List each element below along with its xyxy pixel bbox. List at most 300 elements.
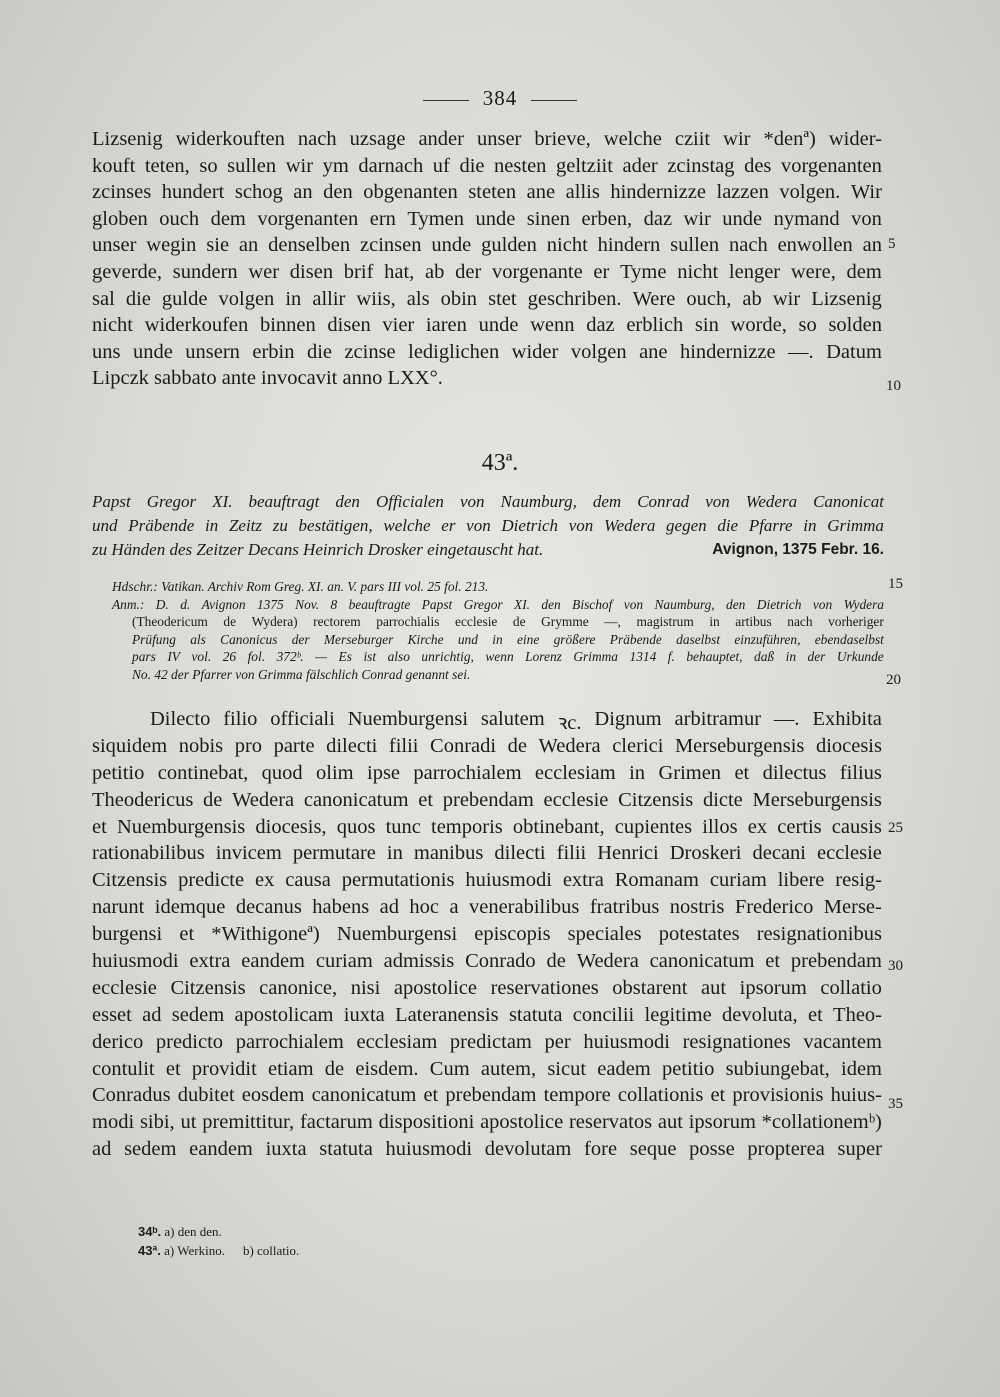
word: ane	[639, 340, 668, 363]
word: canonicatum	[303, 788, 409, 811]
word: tunc	[385, 815, 421, 838]
word: huiusmodi	[583, 1030, 670, 1053]
word: unde	[475, 207, 516, 230]
word: dubitet	[177, 1084, 235, 1107]
word: allir	[312, 287, 346, 310]
word: ane	[526, 181, 556, 204]
word: schog	[234, 181, 283, 204]
word: und	[457, 631, 478, 647]
word: speciales	[567, 923, 642, 946]
word: Datum	[826, 340, 882, 363]
word: Dilecto	[150, 708, 211, 730]
word: wer	[248, 260, 280, 283]
word: Anm.:	[112, 596, 145, 612]
text-line	[92, 314, 882, 341]
word: devolutam	[484, 1138, 572, 1161]
word: zcinstag	[667, 154, 735, 177]
word: siquidem	[92, 734, 168, 757]
line-number: 20	[886, 672, 901, 688]
word: ex	[747, 815, 768, 838]
word: ab	[425, 260, 445, 283]
line-number: 35	[888, 1096, 903, 1112]
word: ex	[255, 869, 275, 892]
line-number: 30	[888, 958, 903, 974]
word: vacantem	[803, 1030, 882, 1053]
word: et	[165, 1057, 181, 1080]
word: habens	[312, 896, 370, 919]
word: aut	[657, 1111, 683, 1134]
word: Dietrich	[756, 596, 802, 612]
word: derico	[92, 1030, 144, 1053]
word: de	[324, 1057, 345, 1080]
word: Exhibita	[812, 708, 882, 730]
word: d.	[180, 596, 191, 612]
word: eadem	[597, 1057, 651, 1080]
page-number: 384	[482, 86, 518, 110]
word: sedem	[124, 1138, 177, 1161]
word: an	[238, 234, 259, 257]
word: rationabilibus	[92, 842, 205, 865]
word: ym	[322, 154, 349, 177]
word: ecclesie	[817, 842, 882, 865]
word: größere	[553, 631, 596, 647]
word: prebendam	[790, 950, 882, 973]
word: nymand	[773, 207, 840, 230]
word: in	[492, 631, 503, 647]
word: nicht	[92, 314, 133, 337]
word: Lizsenig	[811, 287, 882, 310]
word: diocesis	[815, 734, 882, 757]
word: ader	[622, 154, 658, 177]
word: obin	[440, 287, 478, 310]
header-rule-left	[423, 100, 469, 101]
word: olim	[316, 761, 354, 784]
word: Naumburg,	[654, 596, 715, 612]
word: Cum	[429, 1057, 470, 1080]
word: Urkunde	[836, 649, 884, 665]
word: Wedera	[538, 734, 601, 757]
word: Pfarre	[748, 516, 793, 535]
word: parrochialem	[413, 761, 522, 784]
word: obstarent	[612, 976, 688, 999]
word: Wedera	[232, 788, 295, 811]
annotation-line	[92, 648, 884, 666]
word: ꝛc.	[557, 712, 582, 734]
word: brif	[343, 260, 374, 283]
word: illos	[702, 815, 738, 838]
word: dem	[592, 492, 622, 511]
word: wiis,	[356, 287, 396, 310]
word: predicto	[155, 1030, 224, 1053]
word: ouch,	[686, 287, 732, 310]
word: Grymme	[541, 614, 589, 630]
word: iuxta	[343, 1003, 385, 1026]
word: der	[455, 260, 482, 283]
word: obgenanten	[363, 181, 458, 204]
word: von	[812, 596, 833, 612]
word: Es	[338, 649, 352, 665]
word: Canonicus	[220, 631, 278, 647]
word: nach	[787, 614, 813, 630]
text-line	[92, 1004, 882, 1031]
word: quod	[261, 761, 303, 784]
word: ut	[180, 1111, 197, 1134]
word: rectorem	[313, 614, 361, 630]
word: nicht	[677, 260, 719, 283]
word: a	[449, 896, 459, 919]
word: eandem	[241, 950, 305, 973]
word: Conrad	[637, 492, 690, 511]
source-notes	[92, 578, 884, 684]
word: Wir	[850, 181, 882, 204]
word: wir	[683, 207, 711, 230]
word: were,	[790, 260, 836, 283]
text-line	[92, 208, 882, 235]
text-line	[92, 155, 882, 182]
charter-text	[92, 708, 882, 1165]
word: an	[293, 181, 313, 204]
word: also	[387, 649, 410, 665]
text-line	[92, 708, 882, 735]
word: Papst	[92, 492, 131, 511]
word: uf	[432, 154, 450, 177]
text-line	[92, 1058, 882, 1085]
word: eosdem	[241, 1084, 305, 1107]
word: unsern	[185, 340, 240, 363]
word: temporis	[431, 815, 503, 838]
word: gegen	[666, 516, 707, 535]
word: eisdem.	[355, 1057, 419, 1080]
word: nisi	[350, 976, 381, 999]
word: contulit	[92, 1057, 155, 1080]
word: ecclesie	[455, 614, 498, 630]
word: statuta	[319, 1138, 373, 1161]
word: des	[744, 154, 772, 177]
word: resig-	[835, 869, 882, 892]
word: Conradi	[430, 734, 497, 757]
word: als	[406, 287, 430, 310]
word: Nuemburgensi	[336, 923, 458, 946]
word: predicte	[178, 869, 245, 892]
word: Frederico	[734, 896, 814, 919]
word: Citzensis	[92, 869, 168, 892]
text-line	[92, 181, 882, 208]
word: cupientes	[614, 815, 693, 838]
footnotes	[138, 1222, 299, 1260]
word: providit	[191, 1057, 257, 1080]
word: vorgenanten	[257, 207, 359, 230]
word: wider	[511, 340, 559, 363]
word: 8	[330, 596, 338, 612]
word: nesten	[494, 154, 547, 177]
word: enwollen	[777, 234, 853, 257]
word: parrochialem	[235, 1030, 344, 1053]
word: Lateranensis	[395, 1003, 499, 1026]
word: volgen.	[779, 181, 841, 204]
word: beauftragte	[348, 596, 411, 612]
word: etiam	[268, 1057, 314, 1080]
regest-date: Avignon, 1375 Febr. 16.	[712, 541, 884, 558]
word: huiusmodi	[385, 1138, 473, 1161]
footnote-number: 34ᵇ.	[138, 1224, 162, 1239]
word: sundern	[172, 260, 238, 283]
word: *Withigoneª)	[211, 923, 320, 946]
word: certis	[777, 815, 822, 838]
word: teten,	[144, 154, 190, 177]
regest-line: zu Händen des Zeitzer Decans Heinrich Drosker eingetauscht hat.	[92, 540, 544, 559]
word: Merseburgensis	[674, 734, 805, 757]
word: den	[323, 181, 353, 204]
word: filii	[556, 842, 587, 865]
word: dem	[846, 260, 882, 283]
word: Wedera	[604, 516, 656, 535]
regest-line	[92, 514, 884, 538]
word: der	[291, 631, 310, 647]
word: in	[785, 649, 797, 665]
regest-line	[92, 490, 884, 514]
word: et	[807, 1003, 823, 1026]
word: wenn	[530, 314, 575, 337]
word: apostolice	[480, 1111, 564, 1134]
footnote-text: a) Werkino.	[164, 1243, 225, 1258]
document-number: 43ª.	[481, 450, 519, 476]
word: von	[851, 207, 882, 230]
regest-summary	[92, 490, 884, 562]
word: episcopis	[474, 923, 551, 946]
word: XI.	[212, 492, 233, 511]
word: steten	[468, 181, 517, 204]
word: eandem	[189, 1138, 253, 1161]
word: hindernizze	[679, 340, 776, 363]
word: Wydera	[843, 596, 884, 612]
word: potestates	[658, 923, 740, 946]
word: dilecti	[326, 734, 378, 757]
word: 1314	[629, 649, 657, 665]
word: Henrici	[597, 842, 659, 865]
word: fore	[584, 1138, 618, 1161]
word: magistrum	[636, 614, 694, 630]
word: *collationemᵇ)	[761, 1111, 882, 1134]
word: Naumburg,	[500, 492, 577, 511]
word: in	[205, 516, 219, 535]
word: parrochialis	[376, 614, 440, 630]
word: wir	[723, 128, 751, 150]
word: Tymen	[407, 207, 464, 230]
annotation-line	[92, 631, 884, 649]
text-line	[92, 842, 882, 869]
word: extra	[562, 869, 604, 892]
word: Gregor	[463, 596, 503, 612]
word: dicte	[702, 788, 743, 811]
text-line	[92, 896, 882, 923]
word: pars	[132, 649, 156, 665]
word: narunt	[92, 896, 145, 919]
word: Theo-	[833, 1003, 882, 1026]
word: globen	[92, 207, 148, 230]
word: —	[315, 649, 328, 665]
word: geltziit	[555, 154, 613, 177]
word: et	[734, 761, 750, 784]
word: XI.	[514, 596, 531, 612]
word: Nuemburgensis	[116, 815, 246, 838]
word: nobis	[178, 734, 224, 757]
word: die	[717, 516, 739, 535]
word: ecclesie	[543, 788, 609, 811]
word: Bischof	[572, 596, 613, 612]
word: in	[803, 516, 817, 535]
word: libere	[777, 869, 825, 892]
word: als	[190, 631, 206, 647]
word: (Theodericum	[132, 614, 208, 630]
word: vorheriger	[828, 614, 884, 630]
word: concilii	[572, 1003, 635, 1026]
word: curiam	[709, 869, 767, 892]
word: erbin	[252, 340, 295, 363]
word: den	[541, 596, 561, 612]
word: von	[705, 492, 730, 511]
word: unde	[478, 314, 519, 337]
word: filius	[839, 761, 882, 784]
word: von	[466, 516, 491, 535]
page-number-header	[0, 86, 1000, 111]
word: Avignon	[201, 596, 246, 612]
text-line	[92, 735, 882, 762]
word: sin	[694, 314, 719, 337]
word: fratribus	[589, 896, 660, 919]
word: de	[507, 734, 527, 757]
word: Citzensis	[170, 976, 246, 999]
word: tempore	[543, 1084, 611, 1107]
word: filio	[223, 708, 258, 730]
word: prebendam	[445, 1084, 537, 1107]
word: Merse-	[823, 896, 882, 919]
word: huius-	[830, 1084, 882, 1107]
text-line	[92, 1084, 882, 1111]
word: 372ᵇ.	[276, 649, 304, 665]
word: volgen	[218, 287, 275, 310]
word: hoc	[409, 896, 440, 919]
word: Wydera)	[251, 614, 298, 630]
word: Grimma	[827, 516, 884, 535]
word: unde	[431, 234, 472, 257]
word: in	[386, 842, 403, 865]
word: welche	[383, 516, 431, 535]
word: zcinse	[344, 340, 396, 363]
annotation-line: No. 42 der Pfarrer von Grimma fälschlich Conrad genannt sei.	[132, 666, 471, 682]
word: provisionis	[732, 1084, 824, 1107]
word: parte	[273, 734, 315, 757]
word: super	[837, 1138, 882, 1161]
word: uns	[92, 340, 121, 363]
word: ern	[369, 207, 396, 230]
word: canonicatum	[649, 950, 755, 973]
word: artibus	[735, 614, 772, 630]
word: de	[512, 614, 526, 630]
word: Officialen	[375, 492, 444, 511]
word: sinen	[526, 207, 571, 230]
text-line	[92, 1111, 882, 1138]
word: permutare	[292, 842, 376, 865]
word: et	[765, 950, 781, 973]
word: hat,	[384, 260, 415, 283]
word: iaren	[425, 314, 467, 337]
word: dem	[210, 207, 246, 230]
word: Nov.	[295, 596, 320, 612]
word: den	[726, 596, 746, 612]
word: geschriben.	[527, 287, 622, 310]
word: binnen	[259, 314, 316, 337]
word: pro	[234, 734, 263, 757]
text-line	[92, 950, 882, 977]
manuscript-note: Hdschr.: Vatikan. Archiv Rom Greg. XI. an. V. pars III vol. 25 fol. 213.	[112, 579, 489, 594]
word: brieve,	[534, 128, 591, 150]
word: wider-	[828, 128, 882, 150]
word: quos	[336, 815, 376, 838]
word: seque	[629, 1138, 677, 1161]
word: ouch	[159, 207, 200, 230]
word: Prüfung	[132, 631, 176, 647]
word: Droskeri	[669, 842, 742, 865]
word: sibi,	[139, 1111, 175, 1134]
word: unde	[722, 207, 763, 230]
word: Canonicat	[813, 492, 884, 511]
word: bestätigen,	[298, 516, 373, 535]
word: Romanam	[614, 869, 699, 892]
text-line	[92, 816, 882, 843]
word: predictam	[449, 1030, 532, 1053]
word: reservationes	[490, 976, 599, 999]
word: —,	[604, 614, 621, 630]
word: obtinebant,	[512, 815, 605, 838]
word: kouft	[92, 154, 136, 177]
word: ab	[742, 287, 762, 310]
word: officiali	[270, 708, 335, 730]
word: allis	[565, 181, 600, 204]
word: huiusmodi	[92, 950, 179, 973]
word: D.	[155, 596, 169, 612]
footnote-number: 43ª.	[138, 1243, 161, 1258]
word: Lorenz	[525, 649, 562, 665]
word: wir	[285, 154, 314, 177]
word: sicut	[547, 1057, 587, 1080]
word: worde,	[730, 314, 787, 337]
word: permutationis	[341, 869, 455, 892]
word: —.	[788, 340, 814, 363]
word: Dietrich	[501, 516, 559, 535]
word: Präbende	[128, 516, 195, 535]
word: von	[623, 596, 644, 612]
word: Theodericus	[92, 788, 194, 811]
word: geverde,	[92, 260, 162, 283]
word: —.	[773, 708, 800, 730]
text-line	[92, 288, 882, 315]
text-line	[92, 789, 882, 816]
word: erblich	[626, 314, 684, 337]
word: welche	[603, 128, 662, 150]
word: darnach	[358, 154, 424, 177]
word: prebendam	[442, 788, 534, 811]
word: Lizsenig	[92, 128, 163, 150]
word: collatio	[820, 976, 882, 999]
footnote-text: b) collatio.	[242, 1243, 300, 1258]
word: ipsorum	[688, 1111, 756, 1134]
word: ipse	[367, 761, 401, 784]
word: diocesis,	[255, 815, 327, 838]
continuation-text	[92, 128, 882, 394]
word: factarum	[299, 1111, 373, 1134]
footnote-43a	[138, 1241, 299, 1260]
word: Wedera	[745, 492, 798, 511]
